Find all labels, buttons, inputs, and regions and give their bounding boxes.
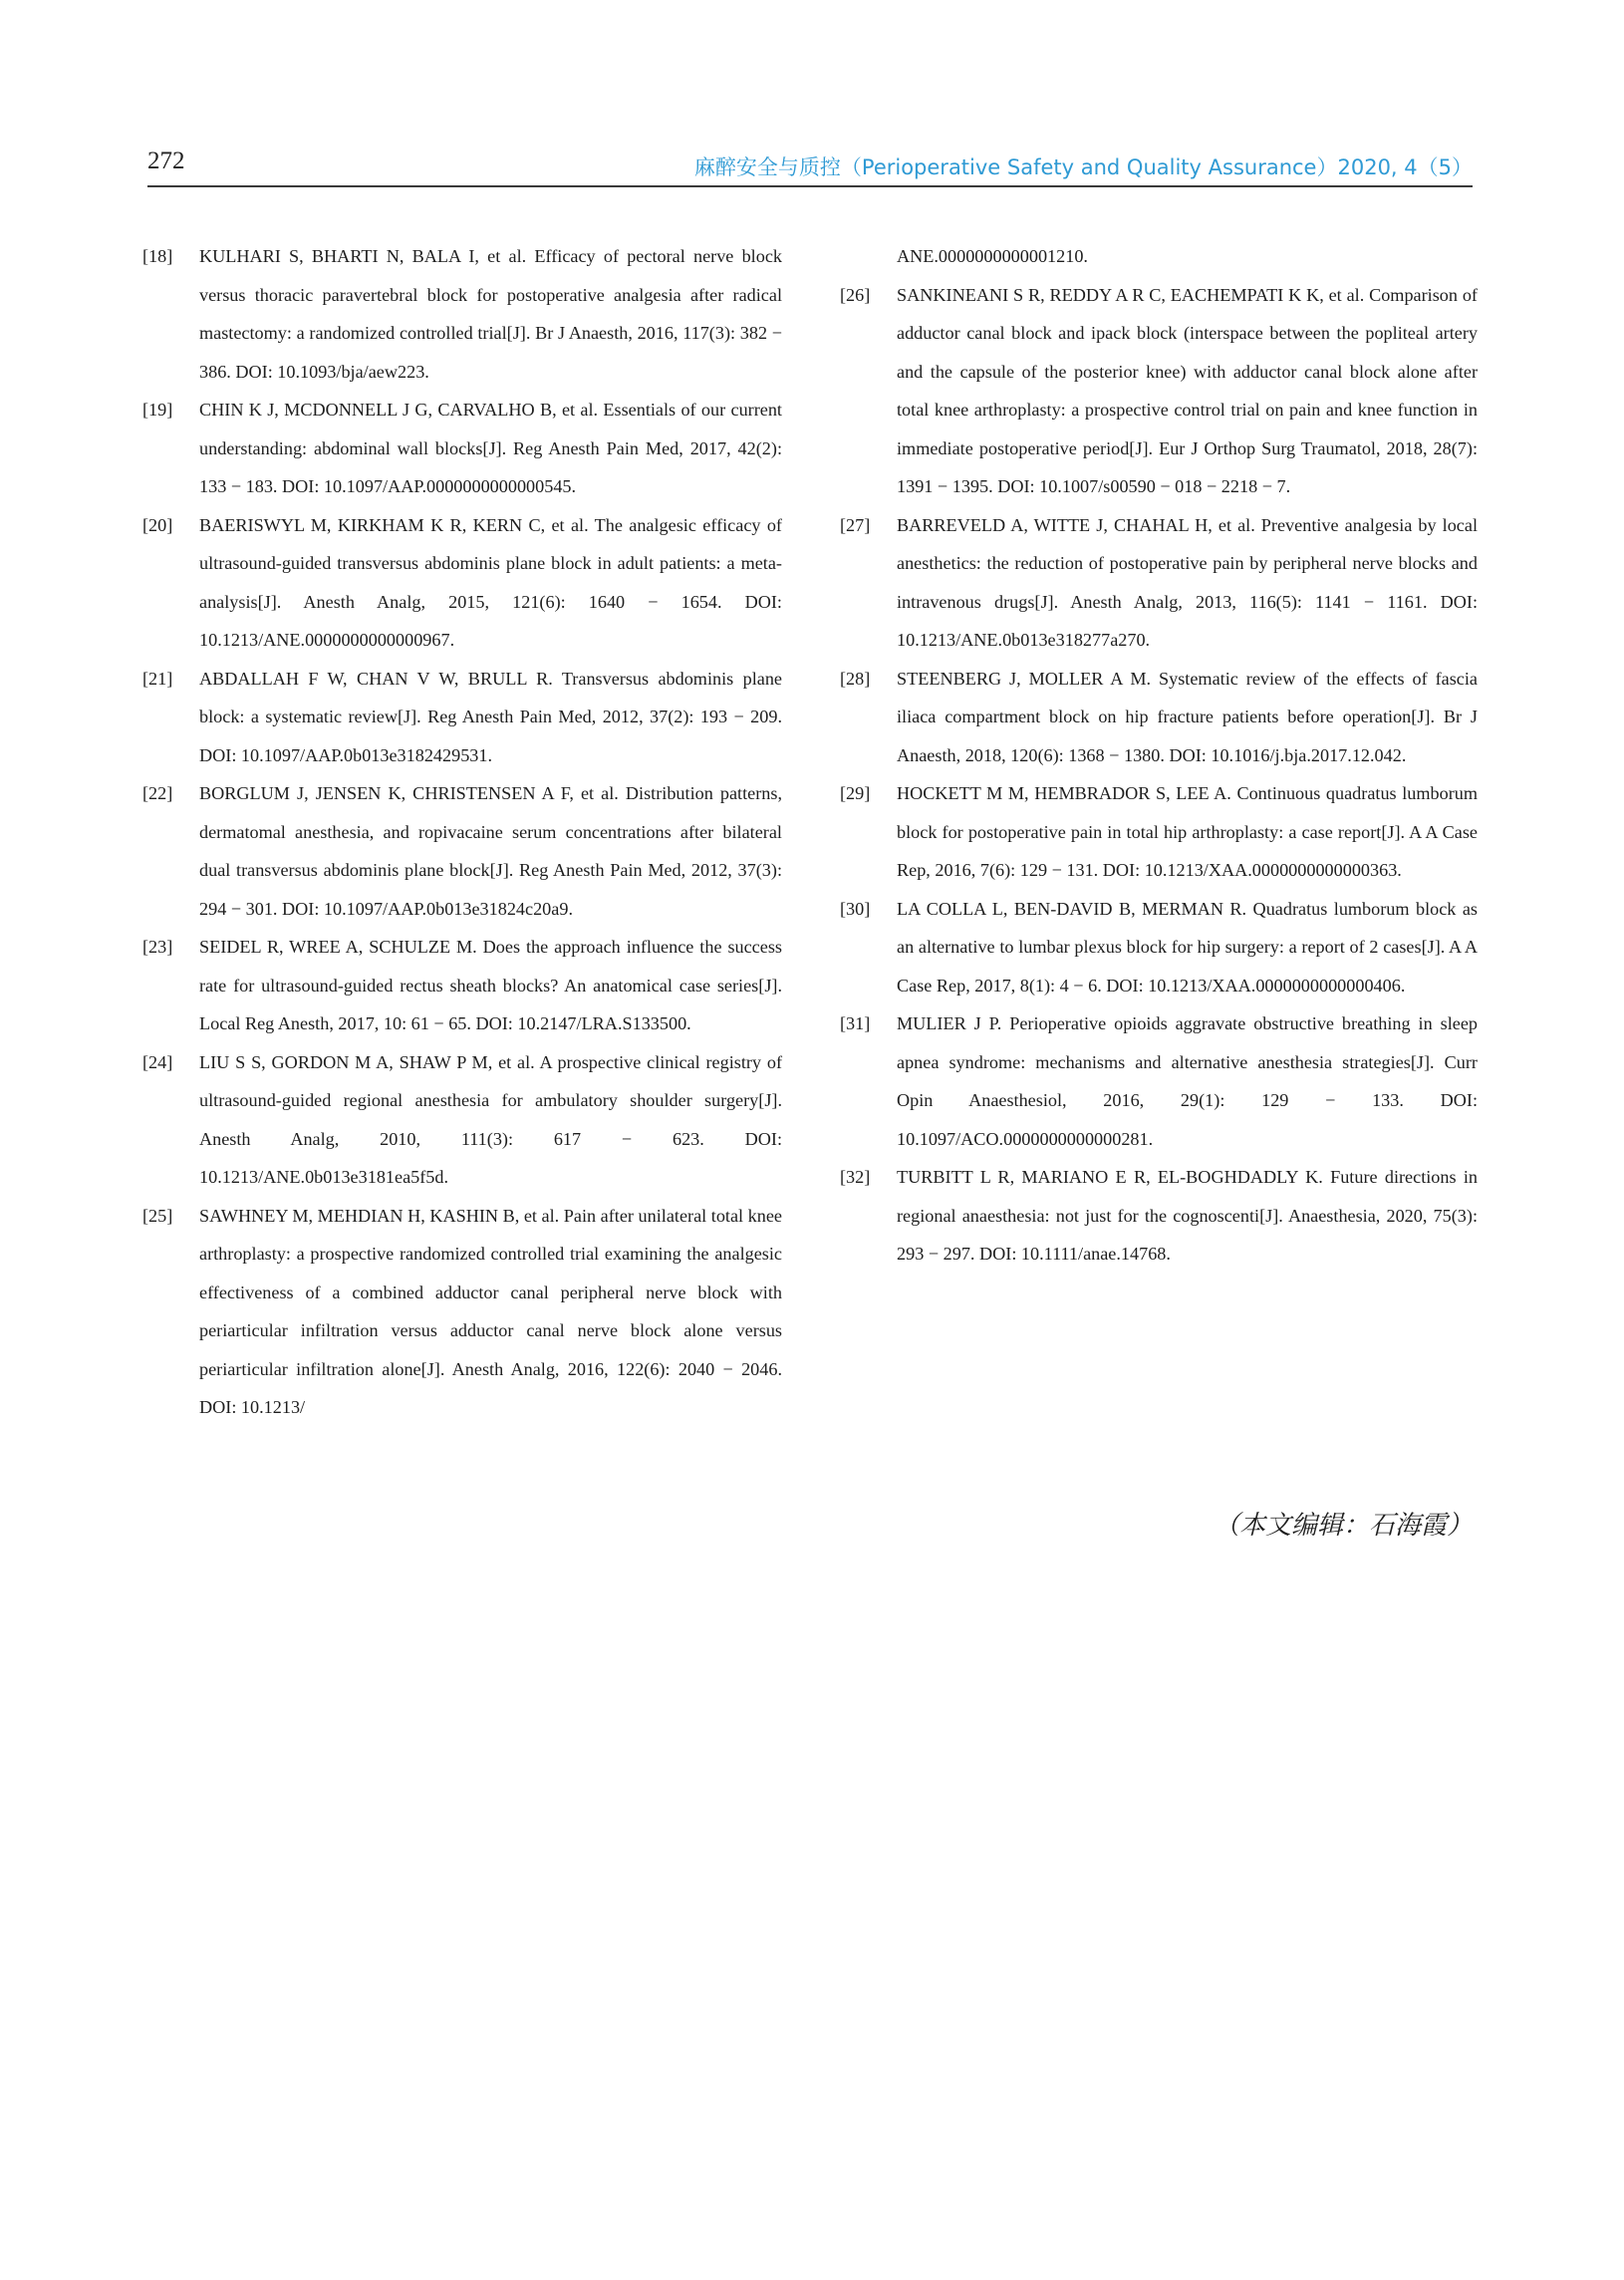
page-header <box>147 145 1473 187</box>
reference-item <box>142 928 782 1043</box>
reference-item <box>142 237 782 391</box>
reference-number: [20] <box>142 514 173 535</box>
reference-number: [25] <box>142 1205 173 1226</box>
reference-item <box>142 1197 782 1427</box>
reference-number: [18] <box>142 246 173 266</box>
reference-item <box>142 660 782 775</box>
reference-column-right <box>840 237 1478 1274</box>
reference-column-left <box>142 237 782 1427</box>
reference-number: [26] <box>840 284 871 305</box>
reference-number: [29] <box>840 783 871 803</box>
reference-continuation: ANE.0000000000001210. <box>897 246 1088 266</box>
reference-number: [31] <box>840 1013 871 1033</box>
reference-number: [28] <box>840 668 871 689</box>
page-number: 272 <box>147 147 185 174</box>
reference-text: ABDALLAH F W, CHAN V W, BRULL R. Transversus abdominis plane block: a systematic review[J]. Reg Anesth Pain Med, 2012, 37(2): 193 − 209. DOI: 10.1097/AAP.0b013e3182429531. <box>199 668 782 765</box>
reference-number: [24] <box>142 1051 173 1072</box>
reference-text: STEENBERG J, MOLLER A M. Systematic review of the effects of fascia iliaca compartment block on hip fracture patients before operation[J]. Br J Anaesth, 2018, 120(6): 1368 − 1380. DOI: 10.1016/j.bja.2017.12.042. <box>897 668 1478 765</box>
reference-text: SEIDEL R, WREE A, SCHULZE M. Does the approach influence the success rate for ultrasound-guided rectus sheath blocks? An anatomical case series[J]. Local Reg Anesth, 2017, 10: 61 − 65. DOI: 10.2147/LRA.S133500. <box>199 937 782 1033</box>
reference-number: [22] <box>142 783 173 803</box>
reference-text: SAWHNEY M, MEHDIAN H, KASHIN B, et al. Pain after unilateral total knee arthroplasty: a prospective randomized controlled trial examining the analgesic effectiveness of a combined adductor canal peripheral nerve block with periarticular infiltration versus adductor canal nerve block alone versus periarticular infiltration alone[J]. Anesth Analg, 2016, 122(6): 2040 − 2046. DOI: 10.1213/ <box>199 1205 782 1417</box>
reference-number: [19] <box>142 400 173 420</box>
reference-item <box>142 1043 782 1197</box>
reference-text: LIU S S, GORDON M A, SHAW P M, et al. A prospective clinical registry of ultrasound-guided regional anesthesia for ambulatory shoulder surgery[J]. Anesth Analg, 2010, 111(3): 617 − 623. DOI: 10.1213/ANE.0b013e3181ea5f5d. <box>199 1051 782 1187</box>
reference-item <box>142 774 782 928</box>
reference-number: [32] <box>840 1167 871 1187</box>
reference-text: HOCKETT M M, HEMBRADOR S, LEE A. Continuous quadratus lumborum block for postoperative pain in total hip arthroplasty: a case report[J]. A A Case Rep, 2016, 7(6): 129 − 131. DOI: 10.1213/XAA.0000000000000363. <box>897 783 1478 880</box>
reference-text: BAERISWYL M, KIRKHAM K R, KERN C, et al. The analgesic efficacy of ultrasound-guided transversus abdominis plane block in adult patients: a meta-analysis[J]. Anesth Analg, 2015, 121(6): 1640 − 1654. DOI: 10.1213/ANE.0000000000000967. <box>199 514 782 650</box>
reference-item <box>840 276 1478 506</box>
reference-number: [21] <box>142 668 173 689</box>
editor-note: （本文编辑：石海霞） <box>1213 1511 1473 1541</box>
reference-text: LA COLLA L, BEN-DAVID B, MERMAN R. Quadratus lumborum block as an alternative to lumbar plexus block for hip surgery: a report of 2 cases[J]. A A Case Rep, 2017, 8(1): 4 − 6. DOI: 10.1213/XAA.0000000000000406. <box>897 898 1478 996</box>
reference-text: TURBITT L R, MARIANO E R, EL-BOGHDADLY K. Future directions in regional anaesthesia: not just for the cognoscenti[J]. Anaesthesia, 2020, 75(3): 293 − 297. DOI: 10.1111/anae.14768. <box>897 1167 1478 1264</box>
reference-item <box>840 1004 1478 1158</box>
reference-item <box>142 391 782 506</box>
reference-text: BORGLUM J, JENSEN K, CHRISTENSEN A F, et al. Distribution patterns, dermatomal anesthesia, and ropivacaine serum concentrations after bilateral dual transversus abdominis plane block[J]. Reg Anesth Pain Med, 2012, 37(3): 294 − 301. DOI: 10.1097/AAP.0b013e31824c20a9. <box>199 783 782 919</box>
reference-number: [30] <box>840 898 871 919</box>
reference-text: MULIER J P. Perioperative opioids aggravate obstructive breathing in sleep apnea syndrome: mechanisms and alternative anesthesia strategies[J]. Curr Opin Anaesthesiol, 2016, 29(1): 129 − 133. DOI: 10.1097/ACO.0000000000000281. <box>897 1013 1478 1149</box>
reference-text: SANKINEANI S R, REDDY A R C, EACHEMPATI K K, et al. Comparison of adductor canal block and ipack block (interspace between the popliteal artery and the capsule of the posterior knee) with adductor canal block alone after total knee arthroplasty: a prospective control trial on pain and knee function in immediate postoperative period[J]. Eur J Orthop Surg Traumatol, 2018, 28(7): 1391 − 1395. DOI: 10.1007/s00590 − 018 − 2218 − 7. <box>897 284 1478 496</box>
reference-item <box>840 1158 1478 1274</box>
reference-text: KULHARI S, BHARTI N, BALA I, et al. Efficacy of pectoral nerve block versus thoracic paravertebral block for postoperative analgesia after radical mastectomy: a randomized controlled trial[J]. Br J Anaesth, 2016, 117(3): 382 − 386. DOI: 10.1093/bja/aew223. <box>199 246 782 382</box>
reference-item <box>840 890 1478 1005</box>
reference-text: BARREVELD A, WITTE J, CHAHAL H, et al. Preventive analgesia by local anesthetics: the reduction of postoperative pain by peripheral nerve blocks and intravenous drugs[J]. Anesth Analg, 2013, 116(5): 1141 − 1161. DOI: 10.1213/ANE.0b013e318277a270. <box>897 514 1478 650</box>
reference-item <box>840 774 1478 890</box>
reference-text: CHIN K J, MCDONNELL J G, CARVALHO B, et al. Essentials of our current understanding: abdominal wall blocks[J]. Reg Anesth Pain Med, 2017, 42(2): 133 − 183. DOI: 10.1097/AAP.0000000000000545. <box>199 400 782 496</box>
reference-number: [27] <box>840 514 871 535</box>
reference-item <box>840 660 1478 775</box>
reference-item <box>142 506 782 660</box>
journal-running-title: 麻醉安全与质控（Perioperative Safety and Quality Assurance）2020, 4（5） <box>693 155 1473 179</box>
reference-item <box>840 506 1478 660</box>
reference-number: [23] <box>142 937 173 957</box>
